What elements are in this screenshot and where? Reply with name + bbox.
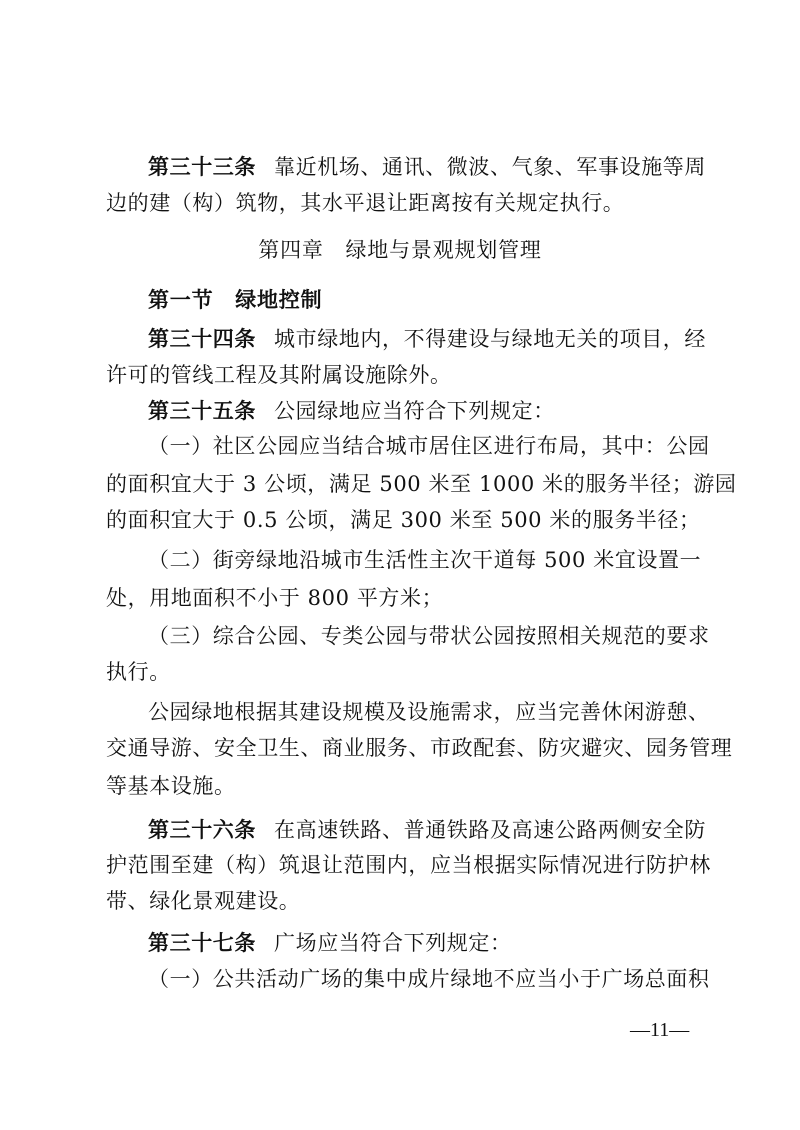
article-33-line-1 (148, 152, 706, 182)
article-33-line-2: 边的建（构）筑物，其水平退让距离按有关规定执行。 (106, 191, 625, 215)
article-34-line-1 (148, 324, 706, 354)
article-35-item-2-line-2: 处，用地面积不小于 800 平方米； (106, 586, 444, 610)
article-37-text-1: 广场应当符合下列规定： (274, 931, 512, 955)
article-37-line-1 (148, 928, 702, 958)
article-35-item-2-line-1: （二）街旁绿地沿城市生活性主次干道每 500 米宜设置一 (148, 548, 702, 572)
article-33-text-1: 靠近机场、通讯、微波、气象、军事设施等周 (274, 155, 706, 179)
article-35-item-1-line-1: （一）社区公园应当结合城市居住区进行布局，其中：公园 (148, 434, 710, 458)
chapter-title: 第四章 绿地与景观规划管理 (258, 238, 542, 262)
article-35-paragraph-line-2: 交通导游、安全卫生、商业服务、市政配套、防灾避灾、园务管理 (106, 736, 733, 760)
article-35-item-1-line-3: 的面积宜大于 0.5 公顷，满足 300 米至 500 米的服务半径； (106, 508, 701, 532)
article-34-line-2: 许可的管线工程及其附属设施除外。 (106, 363, 452, 387)
article-37-label: 第三十七条 (148, 931, 256, 955)
article-35-item-1-line-2: 的面积宜大于 3 公顷，满足 500 米至 1000 米的服务半径；游园 (106, 472, 737, 496)
article-35-item-3-line-1: （三）综合公园、专类公园与带状公园按照相关规范的要求 (148, 624, 710, 648)
article-35-label: 第三十五条 (148, 399, 256, 423)
article-35-text-1: 公园绿地应当符合下列规定： (274, 399, 555, 423)
article-34-label: 第三十四条 (148, 327, 256, 351)
article-36-text-1: 在高速铁路、普通铁路及高速公路两侧安全防 (274, 818, 706, 842)
article-36-line-2: 护范围至建（构）筑退让范围内，应当根据实际情况进行防护林 (106, 853, 711, 877)
section-title: 第一节 绿地控制 (148, 288, 323, 312)
article-36-label: 第三十六条 (148, 818, 256, 842)
article-35-paragraph-line-1: 公园绿地根据其建设规模及设施需求，应当完善休闲游憩、 (148, 700, 710, 724)
article-35-item-3-line-2: 执行。 (106, 660, 171, 684)
article-35-line-1 (148, 396, 702, 426)
article-37-item-1-line-1: （一）公共活动广场的集中成片绿地不应当小于广场总面积 (148, 967, 710, 991)
page-number: —11— (630, 1019, 690, 1041)
article-36-line-1 (148, 815, 706, 845)
article-33-label: 第三十三条 (148, 155, 256, 179)
article-35-paragraph-line-3: 等基本设施。 (106, 774, 236, 798)
article-34-text-1: 城市绿地内，不得建设与绿地无关的项目，经 (274, 327, 706, 351)
article-36-line-3: 带、绿化景观建设。 (106, 889, 301, 913)
